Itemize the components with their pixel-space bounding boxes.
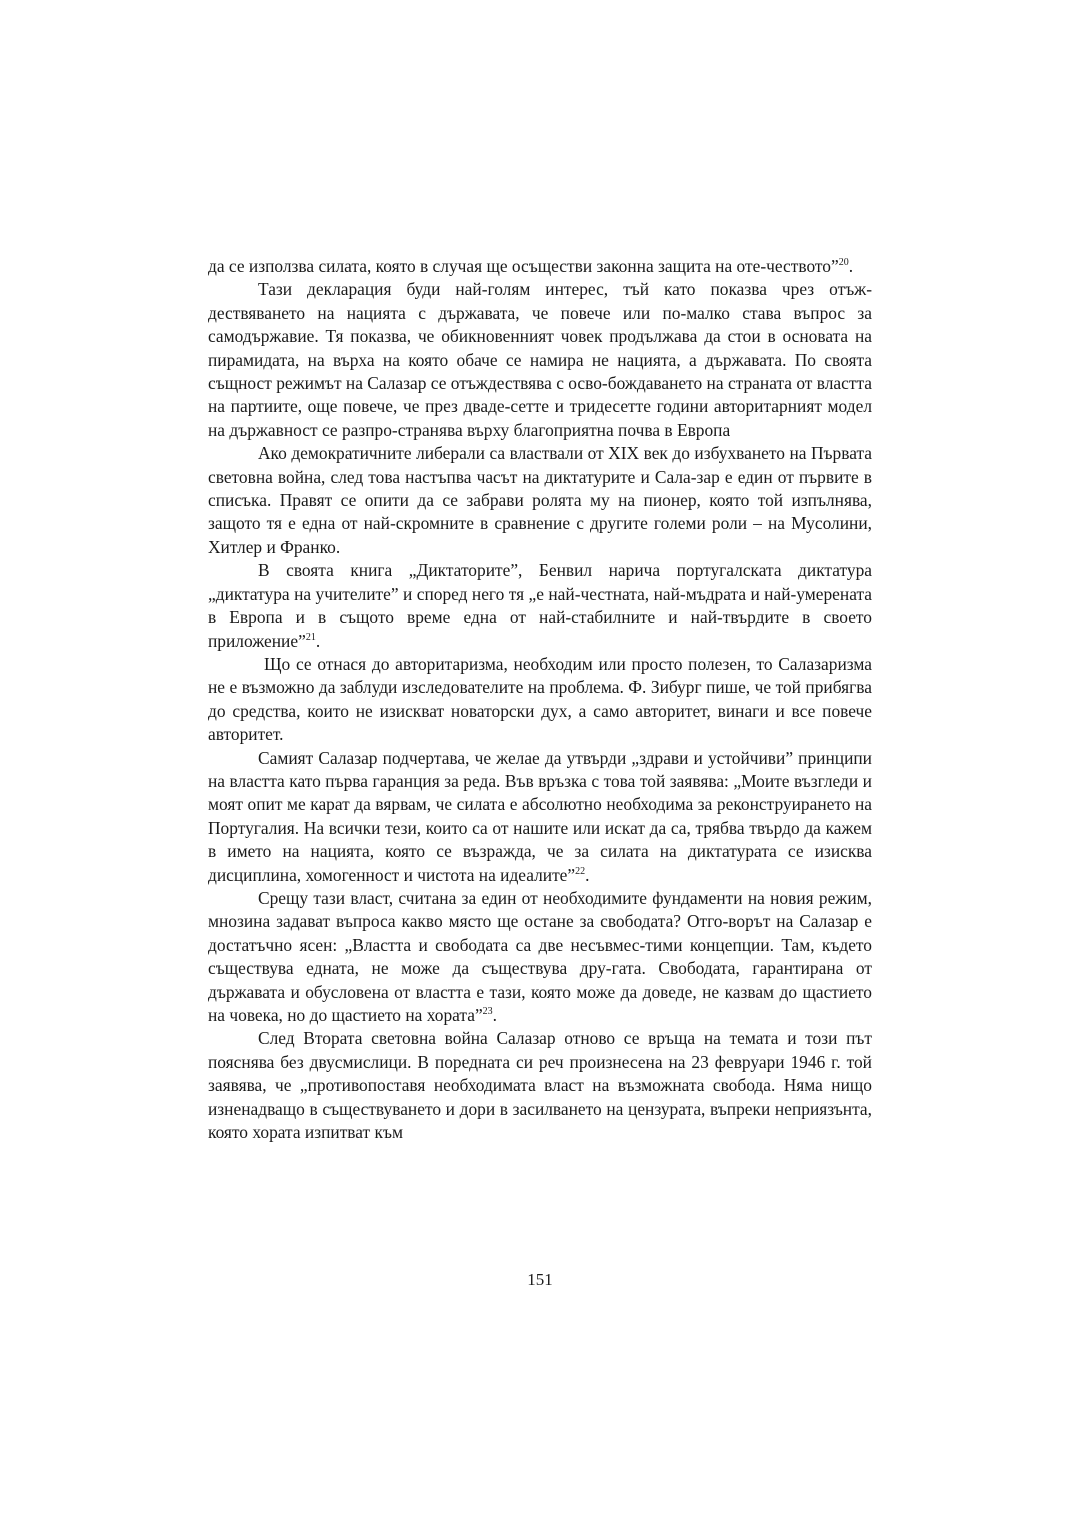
footnote-ref-22[interactable]: 22 [575,865,586,877]
paragraph-5 [208,653,872,747]
page-body [208,255,872,1144]
paragraph-3 [208,442,872,559]
paragraph-tail: . [492,1005,498,1025]
footnote-ref-23[interactable]: 23 [482,1006,493,1018]
paragraph-1 [208,255,872,278]
paragraph-text: В своята книга „Диктаторите”, Бенвил нарича португалската диктатура „диктатура на учителите” и според него тя „е най-честната, най-мъдрата и най-умерената в Европа и в същото време една от най-стабилните и най-твърдите в своето приложение” [208,560,872,651]
footnote-ref-21[interactable]: 21 [305,631,316,643]
paragraph-7 [208,887,872,1027]
paragraph-text: да се използва силата, която в случая ще осъществи законна защита на оте-чеството” [208,256,839,276]
paragraph-8 [208,1027,872,1144]
page-number: 151 [527,1270,553,1289]
paragraph-text: Що се отнася до авторитаризма, необходим или просто полезен, то Салазаризма не е възможно да заблуди изследователите на проблема. Ф. Зибург пише, че той прибягва до средства, които не изискват новаторски дух, а само авторитет, винаги и все повече авторитет. [208,653,872,745]
paragraph-tail: . [315,630,321,651]
paragraph-text: Самият Салазар подчертава, че желае да утвърди „здрави и устойчиви” принципи на властта като първа гаранция за реда. Във връзка с това той заявява: „Моите възгледи и моят опит ме карат да вярвам, че силата е абсолютно необходима за реконструирането на Португалия. На всички тези, които са от нашите или искат да са, трябва твърдо да кажем в името на нацията, която се възражда, че за силата на диктатурата се изисква дисциплина, хомогенност и чистота на идеалите” [208,747,872,885]
paragraph-tail: . [585,864,590,885]
paragraph-4 [208,559,872,653]
paragraph-2 [208,278,872,442]
paragraph-text: Срещу тази власт, считана за един от необходимите фундаменти на новия режим, мнозина задават въпроса какво място ще остане за свободата? Отго-ворът на Салазар е достатъчно ясен: „Властта и свободата са две несъвмес-тими концепции. Там, където съществува едната, не може да съществува дру-гата. Свободата, гарантирана от държавата и обусловена от властта е тази, която може да доведе, не казвам до щастието на човека, но до щастието на хората” [208,887,872,1025]
paragraph-6 [208,747,872,887]
paragraph-tail: . [848,256,854,276]
footnote-ref-20[interactable]: 20 [838,257,849,269]
paragraph-text: След Втората световна война Салазар отново се връща на темата и този път пояснява без двусмислици. В поредната си реч произнесена на 23 февруари 1946 г. той заявява, че „противопоставя необходимата власт на възможната свобода. Няма нищо изненадващо в съществуването и дори в засилването на цензурата, въпреки неприязънта, която хората изпитват към [208,1028,872,1143]
paragraph-text: Ако демократичните либерали са властвали от XIX век до избухването на Първата световна война, след това настъпва часът на диктатурите и Сала-зар е един от първите в списъка. Правят се опити да се забрави ролята му на пионер, която той изпълнява, защото тя е една от най-скромните в сравнение с другите големи роли – на Мусолини, Хитлер и Франко. [208,443,872,557]
paragraph-text: Тази декларация буди най-голям интерес, тъй като показва чрез отъж-дествяването на нацията с държавата, че повече или по-малко става въпрос за самодържавие. Тя показва, че обикновенният човек продължава да стои в основата на пирамидата, на върха на която обаче се намира не нацията, а държавата. По своята същност режимът на Салазар се отъждествява с осво-бождаването на страната от властта на партиите, още повече, че през двадe-сетте и тридесетте години авторитарният модел на държавност се разпро-странява върху благоприятна почва в Европа [208,279,872,440]
